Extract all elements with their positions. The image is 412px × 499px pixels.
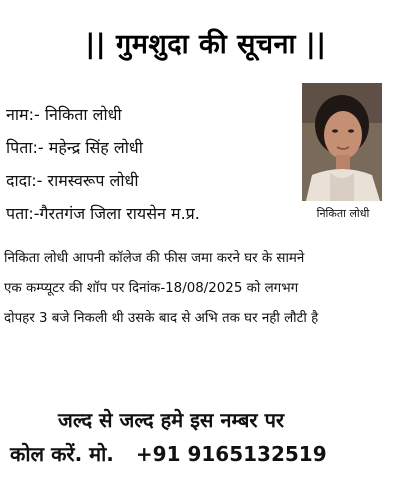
detail-father: पिता:- महेन्द्र सिंह लोधी [6, 138, 143, 157]
description-paragraph [4, 244, 408, 334]
contact-prefix: कोल करें. मो. [10, 442, 114, 466]
description-line: दोपहर 3 बजे निकली थी उसके बाद से अभि तक घर नही लौटी है [4, 311, 319, 326]
contact-line [10, 440, 327, 467]
description-line: निकिता लोधी आपनी कॉलेज की फीस जमा करने घर के सामने [4, 251, 305, 266]
detail-name: नाम:- निकिता लोधी [6, 105, 122, 124]
photo-caption: निकिता लोधी [316, 207, 370, 220]
portrait-illustration [302, 83, 382, 201]
description-line: एक कम्प्यूटर की शॉप पर दिनांक-18/08/2025 को लगभग [4, 281, 299, 296]
detail-grandfather: दादा:- रामस्वरूप लोधी [6, 171, 139, 190]
detail-address: पता:-गैरतगंज जिला रायसेन म.प्र. [6, 204, 200, 223]
phone-number[interactable]: +91 9165132519 [135, 442, 327, 466]
person-details [6, 100, 200, 232]
contact-request: जल्द से जल्द हमे इस नम्बर पर [58, 408, 285, 432]
missing-person-photo [302, 83, 382, 201]
page-title: || गुमशुदा की सूचना || [85, 29, 327, 60]
